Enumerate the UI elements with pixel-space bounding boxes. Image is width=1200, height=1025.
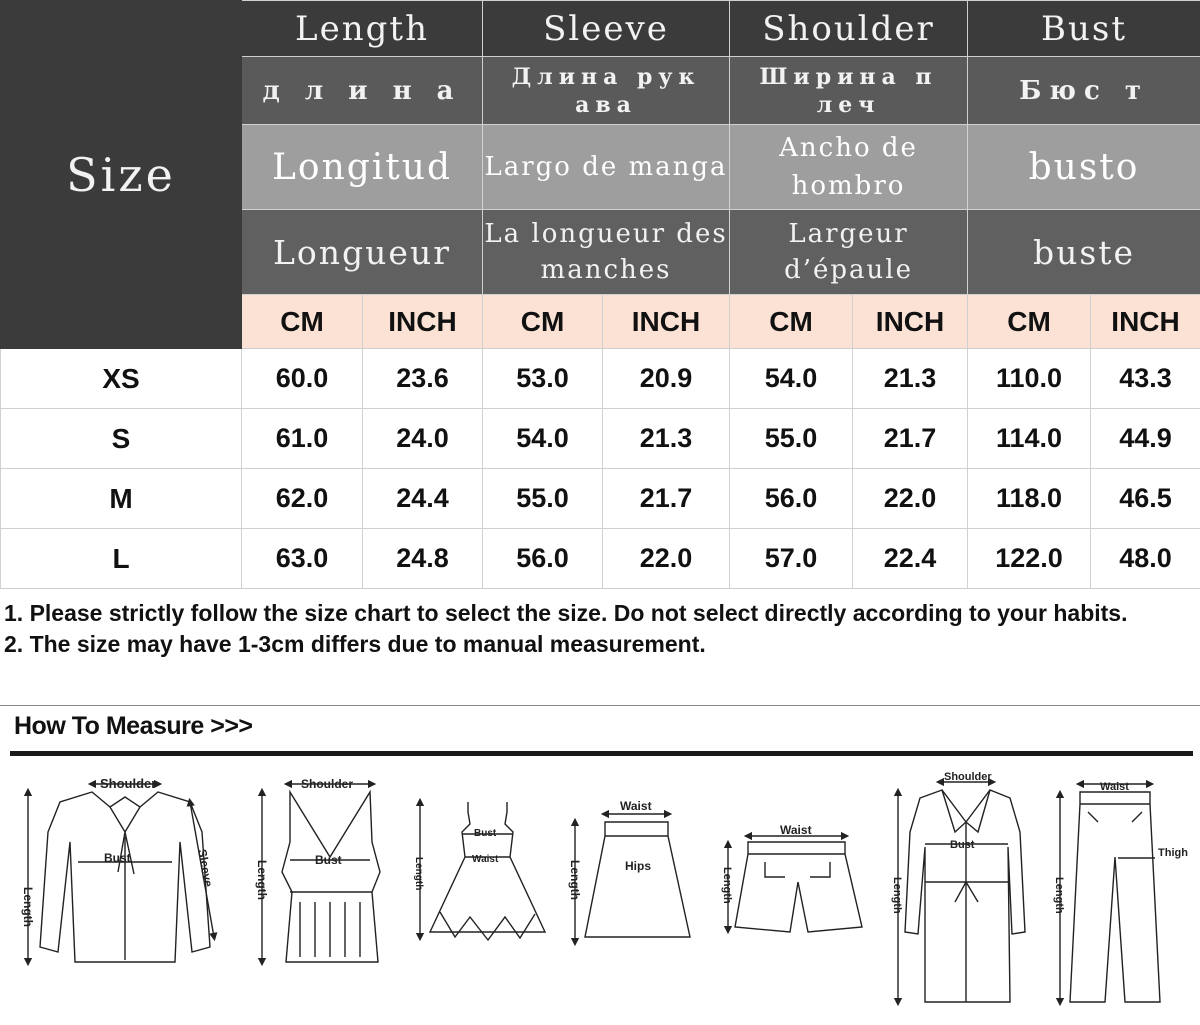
label-length: Length <box>891 877 903 914</box>
cell-bust-inch: 48.0 <box>1091 529 1200 589</box>
table-row <box>1 409 1200 469</box>
label-length: Length <box>413 857 424 890</box>
cell-shoulder-cm: 54.0 <box>730 349 853 409</box>
header-bust-en: Bust <box>968 1 1200 57</box>
note-1: 1. Please strictly follow the size chart to select the size. Do not select directly according to your habits. <box>4 598 1194 629</box>
header-shoulder-en: Shoulder <box>730 1 968 57</box>
unit-shoulder-inch: INCH <box>853 295 968 349</box>
cell-bust-inch: 44.9 <box>1091 409 1200 469</box>
cell-length-inch: 24.0 <box>363 409 483 469</box>
table-row <box>1 529 1200 589</box>
how-to-measure-title: How To Measure >>> <box>14 712 253 741</box>
cell-shoulder-inch: 21.3 <box>853 349 968 409</box>
unit-sleeve-inch: INCH <box>603 295 730 349</box>
unit-shoulder-cm: CM <box>730 295 853 349</box>
size-header: Size <box>1 1 242 349</box>
blouse-diagram <box>21 776 215 962</box>
cell-bust-inch: 43.3 <box>1091 349 1200 409</box>
cell-length-inch: 24.4 <box>363 469 483 529</box>
cell-sleeve-inch: 21.3 <box>603 409 730 469</box>
label-waist: Waist <box>1100 781 1129 793</box>
header-shoulder-fr: Largeur d’épaule <box>730 210 968 295</box>
label-length: Length <box>1053 877 1065 914</box>
label-thigh: Thigh <box>1158 847 1188 859</box>
table-row <box>1 349 1200 409</box>
header-bust-es: busto <box>968 125 1200 210</box>
cell-length-inch: 24.8 <box>363 529 483 589</box>
cell-shoulder-inch: 21.7 <box>853 409 968 469</box>
cell-length-cm: 63.0 <box>242 529 363 589</box>
cell-shoulder-inch: 22.0 <box>853 469 968 529</box>
header-sleeve-fr: La longueur des manches <box>483 210 730 295</box>
label-length: Length <box>721 867 733 904</box>
header-sleeve-ru: Длина рук ава <box>483 57 730 125</box>
label-shoulder: Shoulder <box>100 776 156 791</box>
header-length-fr: Longueur <box>242 210 483 295</box>
cell-length-inch: 23.6 <box>363 349 483 409</box>
label-length: Length <box>255 860 269 900</box>
garment-diagrams <box>0 762 1200 1020</box>
cell-sleeve-inch: 21.7 <box>603 469 730 529</box>
label-shoulder: Shoulder <box>944 771 992 783</box>
header-length-en: Length <box>242 1 483 57</box>
label-waist: Waist <box>780 823 812 837</box>
shorts-diagram <box>721 823 862 932</box>
label-length: Length <box>568 860 582 900</box>
skirt-diagram <box>568 799 690 942</box>
header-length-ru: д л и н а <box>242 57 483 125</box>
unit-sleeve-cm: CM <box>483 295 603 349</box>
cell-sleeve-cm: 54.0 <box>483 409 603 469</box>
unit-length-inch: INCH <box>363 295 483 349</box>
row-size: M <box>1 469 242 529</box>
coat-diagram <box>891 771 1025 1002</box>
unit-bust-inch: INCH <box>1091 295 1200 349</box>
label-bust: Bust <box>104 851 131 865</box>
label-waist: Waist <box>620 799 652 813</box>
header-bust-ru: Бюс т <box>968 57 1200 125</box>
cell-length-cm: 61.0 <box>242 409 363 469</box>
header-length-es: Longitud <box>242 125 483 210</box>
vneck-top-diagram <box>255 777 380 962</box>
unit-bust-cm: CM <box>968 295 1091 349</box>
row-size: S <box>1 409 242 469</box>
row-size: XS <box>1 349 242 409</box>
header-bust-fr: buste <box>968 210 1200 295</box>
cell-sleeve-cm: 53.0 <box>483 349 603 409</box>
cell-bust-cm: 122.0 <box>968 529 1091 589</box>
label-bust: Bust <box>950 839 975 851</box>
cell-shoulder-cm: 55.0 <box>730 409 853 469</box>
header-sleeve-es: Largo de manga <box>483 125 730 210</box>
strap-dress-diagram <box>413 802 545 940</box>
cell-bust-inch: 46.5 <box>1091 469 1200 529</box>
note-2: 2. The size may have 1-3cm differs due to manual measurement. <box>4 629 1194 660</box>
header-sleeve-en: Sleeve <box>483 1 730 57</box>
label-bust: Bust <box>315 853 342 867</box>
cell-length-cm: 60.0 <box>242 349 363 409</box>
unit-length-cm: CM <box>242 295 363 349</box>
cell-shoulder-cm: 57.0 <box>730 529 853 589</box>
section-divider <box>0 705 1200 706</box>
table-row <box>1 469 1200 529</box>
title-underline <box>10 751 1193 756</box>
cell-bust-cm: 110.0 <box>968 349 1091 409</box>
label-bust: Bust <box>474 828 497 839</box>
trousers-diagram <box>1053 781 1188 1002</box>
label-length: Length <box>21 887 35 927</box>
cell-length-cm: 62.0 <box>242 469 363 529</box>
size-notes <box>4 598 1194 660</box>
cell-sleeve-cm: 56.0 <box>483 529 603 589</box>
cell-sleeve-cm: 55.0 <box>483 469 603 529</box>
cell-bust-cm: 118.0 <box>968 469 1091 529</box>
cell-bust-cm: 114.0 <box>968 409 1091 469</box>
row-size: L <box>1 529 242 589</box>
label-waist: Waist <box>472 854 499 865</box>
cell-sleeve-inch: 22.0 <box>603 529 730 589</box>
label-sleeve: Sleeve <box>195 848 215 888</box>
cell-shoulder-cm: 56.0 <box>730 469 853 529</box>
label-shoulder: Shoulder <box>301 777 353 791</box>
cell-sleeve-inch: 20.9 <box>603 349 730 409</box>
header-shoulder-ru: Ширина п леч <box>730 57 968 125</box>
cell-shoulder-inch: 22.4 <box>853 529 968 589</box>
label-hips: Hips <box>625 859 651 873</box>
header-shoulder-es: Ancho de hombro <box>730 125 968 210</box>
